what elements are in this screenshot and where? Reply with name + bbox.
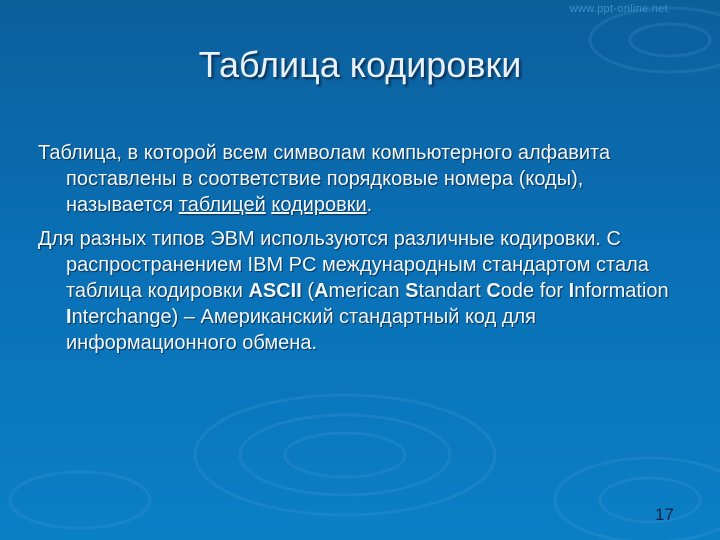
text-segment: nterchange) – Американский стандартный код для информационного обмена. — [66, 306, 536, 354]
paragraph-definition — [38, 140, 688, 218]
slide-body — [38, 140, 688, 364]
letter-i-bold: I — [66, 306, 72, 328]
paragraph-ascii — [38, 226, 688, 356]
period: . — [366, 194, 373, 216]
text-segment: ode for — [500, 280, 569, 302]
link-tablitsey[interactable]: таблицей — [178, 194, 266, 216]
text-segment: merican — [328, 280, 406, 302]
letter-c-bold: C — [486, 280, 501, 302]
watermark-text: www.ppt-online.net — [569, 3, 668, 15]
text-segment: tandart — [418, 280, 487, 302]
text-segment: ( — [301, 280, 315, 302]
paragraph-text: Таблица, в которой всем символам компьютерного алфавита поставлены в соответствие порядковые номера (коды), называется — [38, 142, 611, 216]
paragraph-text: Для разных типов ЭВМ используются различные кодировки. С распространением IBM PC международным стандартом стала таблица кодировки — [38, 228, 649, 302]
letter-a-bold: A — [314, 280, 329, 302]
ascii-bold: ASCII — [248, 280, 302, 302]
page-number: 17 — [655, 505, 674, 524]
letter-s-bold: S — [405, 280, 419, 302]
slide-title: Таблица кодировки — [198, 44, 522, 85]
letter-i-bold: I — [568, 280, 575, 302]
link-kodirovki[interactable]: кодировки — [271, 194, 367, 216]
text-segment: nformation — [574, 280, 669, 302]
